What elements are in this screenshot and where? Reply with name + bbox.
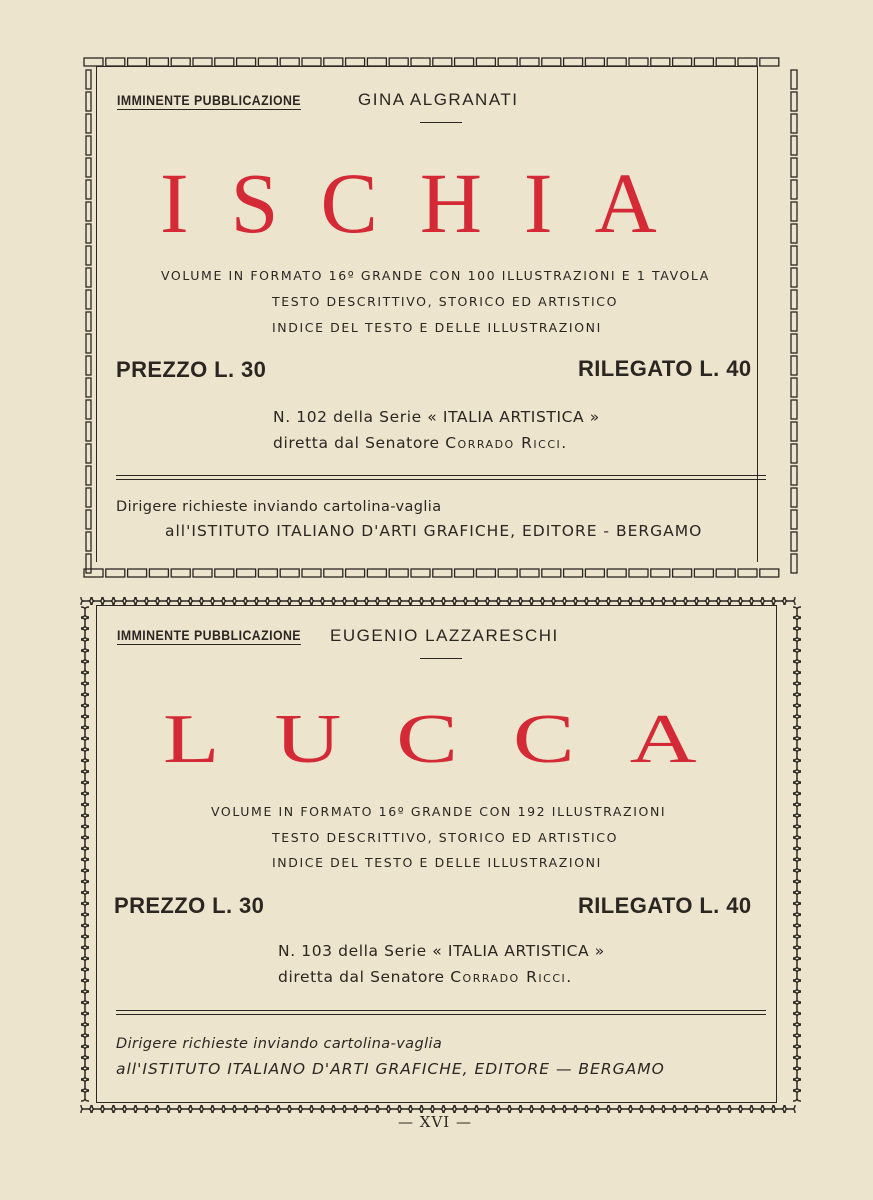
chain-knot — [532, 597, 542, 605]
chain-knot — [180, 597, 190, 605]
chain-knot — [345, 1105, 355, 1113]
chain-knot — [92, 1105, 102, 1113]
chain-knot — [279, 1105, 289, 1113]
chain-knot — [521, 597, 531, 605]
chain-knot — [125, 1105, 135, 1113]
chain-knot — [81, 1080, 89, 1090]
chain-knot — [180, 1105, 190, 1113]
chain-knot — [81, 1025, 89, 1035]
chain-knot — [793, 618, 801, 628]
chain-knot — [793, 816, 801, 826]
chain-knot — [793, 981, 801, 991]
chain-knot — [158, 597, 168, 605]
chain-knot — [301, 597, 311, 605]
chain-knot — [793, 882, 801, 892]
chain-knot — [224, 1105, 234, 1113]
publisher-address: all'ISTITUTO ITALIANO D'ARTI GRAFICHE, EDITORE — BERGAMO — [116, 1060, 665, 1078]
chain-knot — [81, 640, 89, 650]
chain-knot — [793, 904, 801, 914]
chain-knot — [620, 1105, 630, 1113]
chain-knot — [499, 1105, 509, 1113]
chain-knot — [521, 1105, 531, 1113]
chain-knot — [793, 915, 801, 925]
chain-knot — [752, 1105, 762, 1113]
chain-knot — [81, 849, 89, 859]
chain-knot — [301, 1105, 311, 1113]
chain-knot — [81, 915, 89, 925]
chain-knot — [793, 1047, 801, 1057]
chain-knot — [81, 761, 89, 771]
chain-knot — [477, 597, 487, 605]
chain-knot — [785, 597, 795, 605]
chain-knot — [793, 728, 801, 738]
chain-knot — [675, 1105, 685, 1113]
chain-knot — [81, 673, 89, 683]
chain-knot — [246, 1105, 256, 1113]
chain-knot — [620, 597, 630, 605]
chain-knot — [114, 597, 124, 605]
description-line-1: VOLUME IN FORMATO 16º GRANDE CON 192 ILLUSTRAZIONI — [211, 804, 667, 819]
chain-knot — [598, 597, 608, 605]
chain-knot — [793, 937, 801, 947]
chain-knot — [334, 597, 344, 605]
chain-knot — [793, 739, 801, 749]
publisher-address: all'ISTITUTO ITALIANO D'ARTI GRAFICHE, EDITORE - BERGAMO — [165, 522, 703, 540]
chain-knot — [81, 1047, 89, 1057]
description-line-2: TESTO DESCRITTIVO, STORICO ED ARTISTICO — [272, 830, 619, 845]
chain-knot — [793, 871, 801, 881]
chain-knot — [444, 1105, 454, 1113]
chain-knot — [367, 597, 377, 605]
chain-knot — [422, 1105, 432, 1113]
chain-knot — [246, 597, 256, 605]
chain-knot — [499, 597, 509, 605]
chain-knot — [719, 1105, 729, 1113]
chain-knot — [793, 1080, 801, 1090]
chain-knot — [741, 597, 751, 605]
author-name: GINA ALGRANATI — [358, 90, 519, 109]
chain-knot — [793, 1025, 801, 1035]
series-line: N. 102 della Serie « ITALIA ARTISTICA » — [273, 408, 600, 426]
chain-knot — [543, 597, 553, 605]
author-name: EUGENIO LAZZARESCHI — [330, 626, 559, 645]
chain-knot — [793, 860, 801, 870]
chain-knot — [653, 1105, 663, 1113]
chain-knot — [367, 1105, 377, 1113]
order-instruction: Dirigere richieste inviando cartolina-vaglia — [116, 1036, 443, 1052]
chain-knot — [81, 937, 89, 947]
chain-knot — [81, 871, 89, 881]
chain-knot — [793, 992, 801, 1002]
chain-knot — [793, 1058, 801, 1068]
chain-knot — [235, 597, 245, 605]
page-number: — XVI — — [398, 1113, 472, 1131]
chain-knot — [793, 970, 801, 980]
chain-knot — [81, 827, 89, 837]
chain-knot — [631, 1105, 641, 1113]
chain-knot — [793, 838, 801, 848]
chain-knot — [510, 1105, 520, 1113]
chain-knot — [793, 1036, 801, 1046]
chain-knot — [686, 1105, 696, 1113]
chain-knot — [81, 882, 89, 892]
chain-knot — [609, 597, 619, 605]
bound-price: RILEGATO L. 40 — [578, 356, 752, 381]
chain-knot — [389, 597, 399, 605]
chain-knot — [202, 597, 212, 605]
chain-knot — [81, 662, 89, 672]
chain-knot — [81, 992, 89, 1002]
chain-knot — [81, 739, 89, 749]
chain-knot — [719, 597, 729, 605]
chain-knot — [411, 597, 421, 605]
chain-knot — [92, 597, 102, 605]
chain-knot — [455, 597, 465, 605]
chain-knot — [81, 838, 89, 848]
chain-knot — [488, 597, 498, 605]
chain-knot — [334, 1105, 344, 1113]
chain-knot — [793, 772, 801, 782]
chain-knot — [565, 597, 575, 605]
chain-knot — [708, 1105, 718, 1113]
chain-knot — [191, 597, 201, 605]
chain-knot — [378, 597, 388, 605]
double-rule — [116, 1010, 766, 1015]
chain-knot — [81, 816, 89, 826]
chain-knot — [356, 1105, 366, 1113]
chain-knot — [213, 597, 223, 605]
chain-knot — [81, 1036, 89, 1046]
chain-knot — [290, 1105, 300, 1113]
chain-knot — [81, 1105, 91, 1113]
chain-knot — [279, 597, 289, 605]
chain-knot — [793, 706, 801, 716]
imminente-label: IMMINENTE PUBBLICAZIONE — [117, 92, 301, 108]
price: PREZZO L. 30 — [116, 357, 267, 382]
chain-knot — [576, 1105, 586, 1113]
chain-knot — [793, 662, 801, 672]
chain-knot — [81, 717, 89, 727]
chain-knot — [697, 1105, 707, 1113]
chain-knot — [793, 783, 801, 793]
chain-knot — [202, 1105, 212, 1113]
chain-knot — [543, 1105, 553, 1113]
chain-knot — [268, 597, 278, 605]
chain-knot — [257, 597, 267, 605]
chain-knot — [793, 849, 801, 859]
chain-knot — [477, 1105, 487, 1113]
chain-knot — [81, 695, 89, 705]
chain-knot — [81, 1091, 89, 1101]
chain-knot — [81, 860, 89, 870]
director-name: Corrado Ricci. — [445, 434, 568, 452]
chain-knot — [793, 607, 801, 617]
chain-knot — [793, 651, 801, 661]
chain-knot — [312, 597, 322, 605]
book-title: ISCHIA — [160, 155, 699, 251]
chain-knot — [81, 728, 89, 738]
chain-knot — [81, 893, 89, 903]
chain-knot — [774, 597, 784, 605]
chain-knot — [81, 1069, 89, 1079]
chain-knot — [793, 717, 801, 727]
chain-knot — [81, 706, 89, 716]
chain-knot — [81, 1058, 89, 1068]
chain-knot — [257, 1105, 267, 1113]
chain-knot — [455, 1105, 465, 1113]
short-rule — [420, 658, 462, 659]
chain-knot — [741, 1105, 751, 1113]
chain-knot — [224, 597, 234, 605]
chain-knot — [81, 607, 89, 617]
chain-knot — [81, 926, 89, 936]
bound-price: RILEGATO L. 40 — [578, 893, 752, 918]
chain-knot — [400, 597, 410, 605]
chain-knot — [158, 1105, 168, 1113]
chain-knot — [400, 1105, 410, 1113]
chain-knot — [675, 597, 685, 605]
chain-knot — [81, 684, 89, 694]
price: PREZZO L. 30 — [114, 893, 265, 918]
chain-knot — [793, 750, 801, 760]
chain-knot — [488, 1105, 498, 1113]
chain-knot — [81, 597, 91, 605]
chain-knot — [81, 629, 89, 639]
chain-knot — [147, 1105, 157, 1113]
inner-frame-rule — [96, 605, 777, 1103]
chain-knot — [642, 1105, 652, 1113]
book-title: LUCCA — [163, 700, 752, 779]
chain-knot — [793, 684, 801, 694]
description-line-3: INDICE DEL TESTO E DELLE ILLUSTRAZIONI — [272, 855, 602, 870]
chain-knot — [81, 1003, 89, 1013]
chain-knot — [793, 629, 801, 639]
chain-knot — [433, 1105, 443, 1113]
chain-knot — [81, 959, 89, 969]
chain-knot — [411, 1105, 421, 1113]
chain-knot — [268, 1105, 278, 1113]
chain-knot — [554, 1105, 564, 1113]
chain-knot — [444, 597, 454, 605]
chain-knot — [565, 1105, 575, 1113]
description-line-3: INDICE DEL TESTO E DELLE ILLUSTRAZIONI — [272, 320, 602, 335]
chain-knot — [136, 597, 146, 605]
chain-knot — [466, 1105, 476, 1113]
chain-knot — [631, 597, 641, 605]
chain-knot — [642, 597, 652, 605]
chain-knot — [664, 1105, 674, 1113]
chain-knot — [147, 597, 157, 605]
chain-knot — [532, 1105, 542, 1113]
chain-knot — [433, 597, 443, 605]
chain-knot — [697, 597, 707, 605]
description-line-1: VOLUME IN FORMATO 16º GRANDE CON 100 ILLUSTRAZIONI E 1 TAVOLA — [161, 268, 710, 283]
chain-knot — [793, 1069, 801, 1079]
chain-knot — [774, 1105, 784, 1113]
chain-knot — [752, 597, 762, 605]
chain-knot — [169, 1105, 179, 1113]
chain-knot — [81, 948, 89, 958]
chain-knot — [378, 1105, 388, 1113]
chain-knot — [793, 1091, 801, 1101]
director-prefix: diretta dal Senatore — [278, 968, 445, 986]
chain-knot — [81, 794, 89, 804]
chain-knot — [81, 904, 89, 914]
chain-knot — [793, 794, 801, 804]
chain-knot — [598, 1105, 608, 1113]
director-name: Corrado Ricci. — [450, 968, 573, 986]
chain-knot — [290, 597, 300, 605]
chain-knot — [793, 893, 801, 903]
chain-knot — [576, 597, 586, 605]
chain-knot — [793, 1014, 801, 1024]
chain-knot — [81, 1014, 89, 1024]
chain-knot — [793, 926, 801, 936]
chain-knot — [81, 970, 89, 980]
chain-knot — [785, 1105, 795, 1113]
chain-knot — [312, 1105, 322, 1113]
chain-knot — [81, 981, 89, 991]
chain-knot — [793, 948, 801, 958]
series-line: N. 103 della Serie « ITALIA ARTISTICA » — [278, 942, 605, 960]
chain-knot — [356, 597, 366, 605]
chain-knot — [793, 640, 801, 650]
chain-knot — [793, 805, 801, 815]
chain-knot — [793, 959, 801, 969]
chain-knot — [191, 1105, 201, 1113]
chain-knot — [81, 805, 89, 815]
chain-knot — [114, 1105, 124, 1113]
chain-knot — [793, 827, 801, 837]
chain-knot — [609, 1105, 619, 1113]
chain-knot — [169, 597, 179, 605]
chain-knot — [686, 597, 696, 605]
chain-knot — [213, 1105, 223, 1113]
chain-knot — [81, 750, 89, 760]
chain-knot — [793, 761, 801, 771]
chain-knot — [730, 597, 740, 605]
chain-knot — [235, 1105, 245, 1113]
chain-knot — [136, 1105, 146, 1113]
imminente-label: IMMINENTE PUBBLICAZIONE — [117, 627, 301, 643]
chain-knot — [793, 673, 801, 683]
chain-knot — [81, 783, 89, 793]
chain-knot — [708, 597, 718, 605]
chain-knot — [554, 597, 564, 605]
chain-knot — [103, 1105, 113, 1113]
chain-knot — [323, 1105, 333, 1113]
chain-knot — [763, 597, 773, 605]
chain-knot — [125, 597, 135, 605]
chain-knot — [81, 618, 89, 628]
director-line — [278, 968, 573, 986]
chain-knot — [664, 597, 674, 605]
chain-knot — [103, 597, 113, 605]
chain-knot — [81, 772, 89, 782]
chain-knot — [510, 597, 520, 605]
chain-knot — [587, 597, 597, 605]
chain-knot — [422, 597, 432, 605]
chain-knot — [587, 1105, 597, 1113]
chain-knot — [653, 597, 663, 605]
description-line-2: TESTO DESCRITTIVO, STORICO ED ARTISTICO — [272, 294, 619, 309]
chain-knot — [466, 597, 476, 605]
chain-knot — [345, 597, 355, 605]
chain-knot — [323, 597, 333, 605]
chain-knot — [81, 651, 89, 661]
chain-knot — [793, 1003, 801, 1013]
chain-knot — [730, 1105, 740, 1113]
director-prefix: diretta dal Senatore — [273, 434, 440, 452]
order-instruction: Dirigere richieste inviando cartolina-vaglia — [116, 499, 442, 515]
chain-knot — [793, 695, 801, 705]
chain-knot — [389, 1105, 399, 1113]
chain-knot — [763, 1105, 773, 1113]
